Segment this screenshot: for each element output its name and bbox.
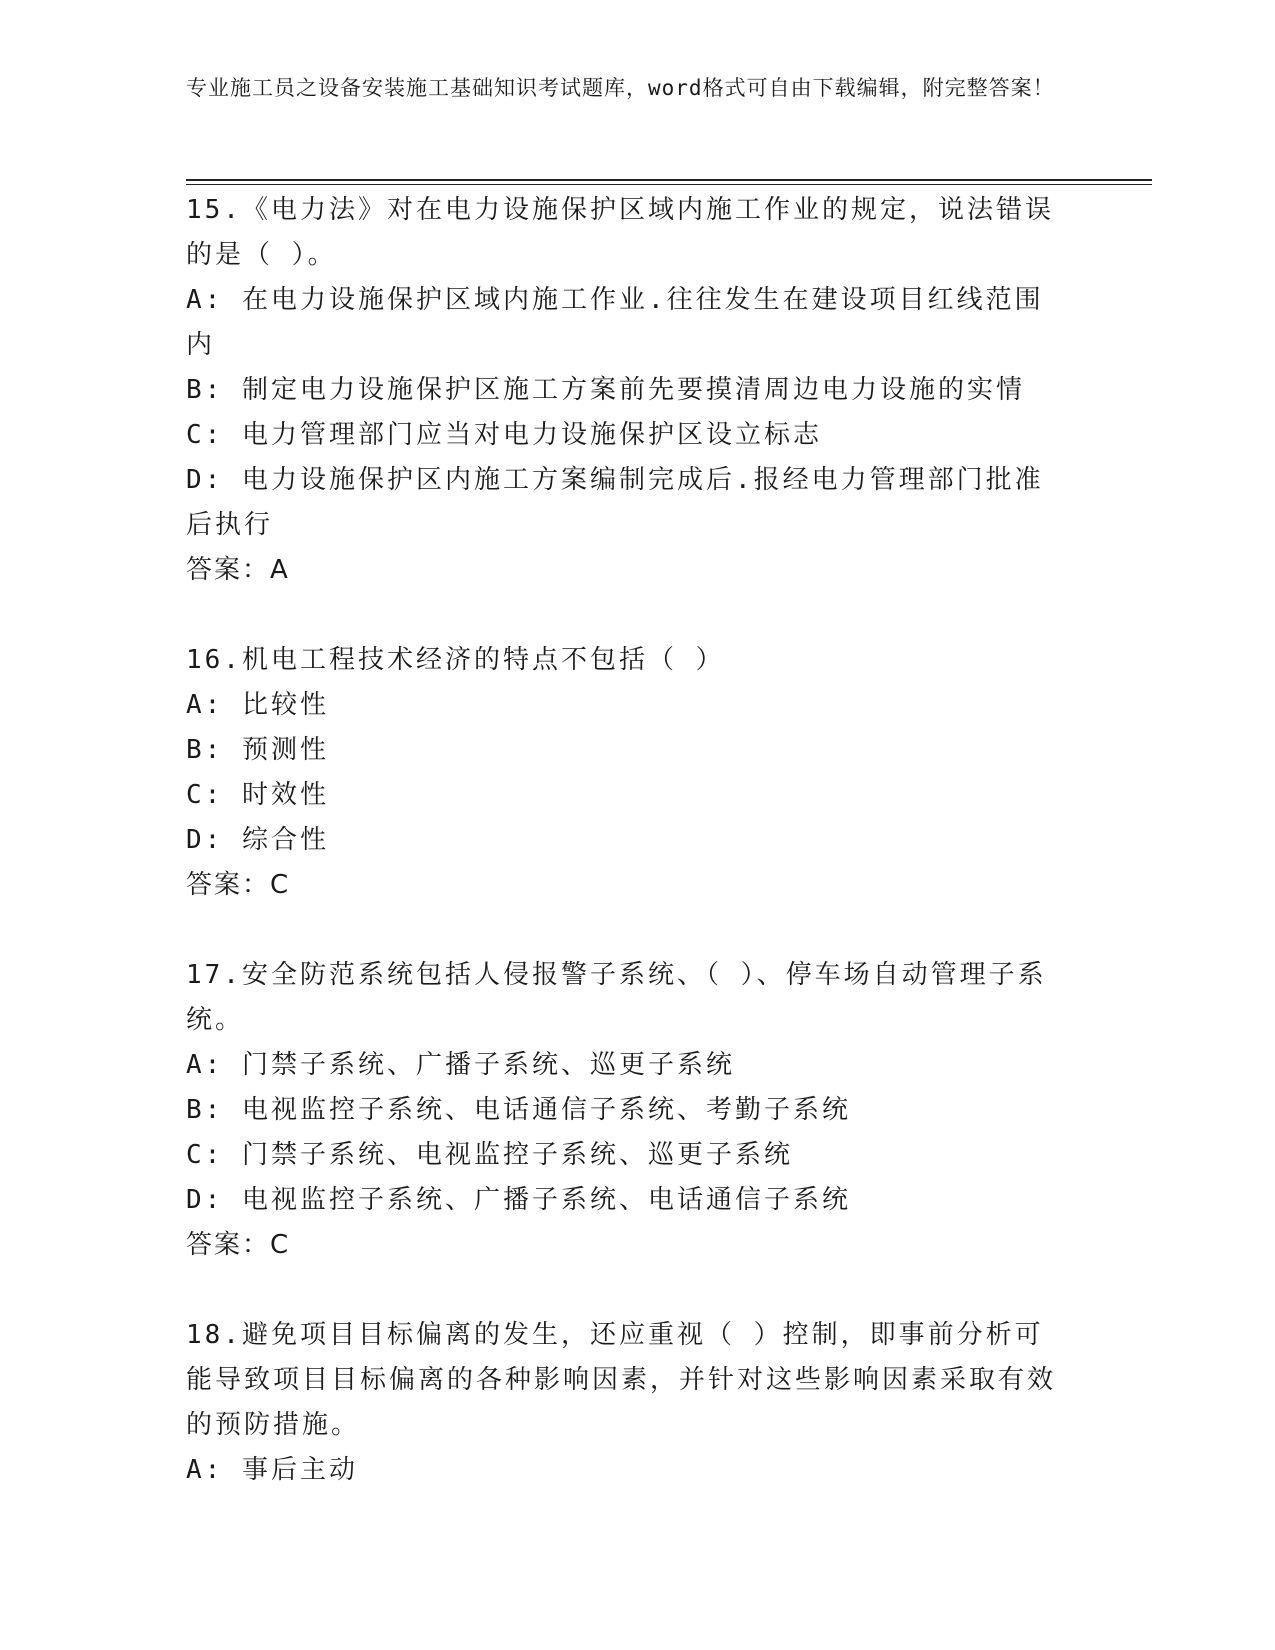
question-16 (186, 638, 1066, 908)
option-a: A: 在电力设施保护区域内施工作业.往往发生在建设项目红线范围内 (186, 285, 1044, 360)
question-17 (186, 953, 1066, 1268)
option-b: B: 制定电力设施保护区施工方案前先要摸清周边电力设施的实情 (186, 375, 1025, 405)
option-b: B: 预测性 (186, 735, 329, 765)
option-d: D: 电视监控子系统、广播子系统、电话通信子系统 (186, 1185, 851, 1215)
option-c: C: 时效性 (186, 780, 329, 810)
page-header: 专业施工员之设备安装施工基础知识考试题库，word格式可自由下载编辑，附完整答案！ (186, 76, 1055, 100)
question-stem: 16.机电工程技术经济的特点不包括（ ） (186, 645, 725, 675)
header-divider-thick (186, 179, 1152, 181)
question-list (186, 188, 1066, 1538)
question-stem: 17.安全防范系统包括人侵报警子系统、（ ）、停车场自动管理子系统。 (186, 960, 1047, 1035)
option-b: B: 电视监控子系统、电话通信子系统、考勤子系统 (186, 1095, 851, 1125)
option-a: A: 事后主动 (186, 1455, 358, 1485)
option-d: D: 电力设施保护区内施工方案编制完成后.报经电力管理部门批准后执行 (186, 465, 1044, 540)
option-a: A: 比较性 (186, 690, 329, 720)
question-15 (186, 188, 1066, 593)
option-c: C: 电力管理部门应当对电力设施保护区设立标志 (186, 420, 822, 450)
answer-line: 答案：A (186, 555, 290, 585)
answer-line: 答案：C (186, 1230, 291, 1260)
question-18 (186, 1313, 1066, 1493)
header-divider-thin (186, 184, 1152, 185)
question-stem: 18.避免项目目标偏离的发生，还应重视（ ）控制，即事前分析可能导致项目目标偏离的各种影响因素，并针对这些影响因素采取有效的预防措施。 (186, 1320, 1057, 1440)
question-stem: 15.《电力法》对在电力设施保护区域内施工作业的规定，说法错误的是（ ）。 (186, 195, 1054, 270)
option-a: A: 门禁子系统、广播子系统、巡更子系统 (186, 1050, 735, 1080)
option-c: C: 门禁子系统、电视监控子系统、巡更子系统 (186, 1140, 793, 1170)
answer-line: 答案：C (186, 870, 291, 900)
option-d: D: 综合性 (186, 825, 329, 855)
